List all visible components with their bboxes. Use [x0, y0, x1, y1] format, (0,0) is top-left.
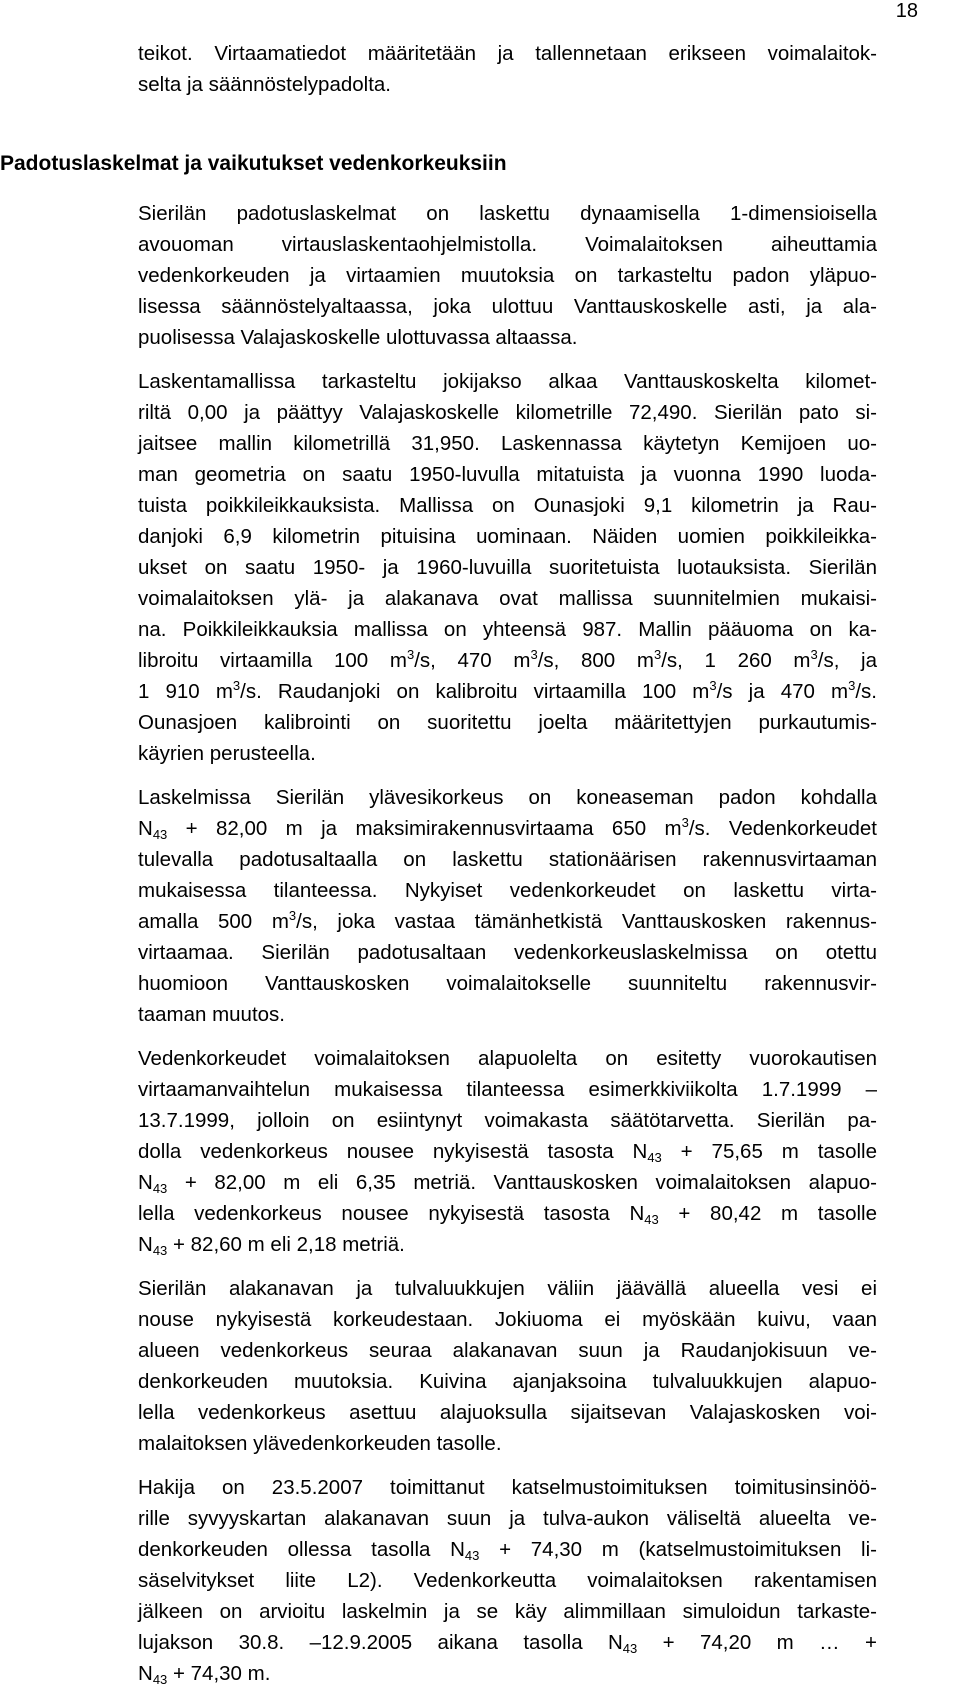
- text-run: man geometria on saatu 1950-luvulla mitatuista ja vuonna 1990 luoda-: [138, 463, 877, 486]
- text-line: [138, 1272, 877, 1306]
- text-line: [138, 1197, 877, 1231]
- text-run: lisessa säännöstelyaltaassa, joka ulottuu Vanttauskoskelle asti, ja ala-: [138, 295, 877, 318]
- text-line: [138, 936, 877, 970]
- text-run: na. Poikkileikkauksia mallissa on yhteensä 987. Mallin pääuoma on ka-: [138, 618, 877, 641]
- text-run: taaman muutos.: [138, 1003, 285, 1026]
- text-run: virtaamanvaihtelun mukaisessa tilanteessa esimerkkiviikolta 1.7.1999 –: [138, 1078, 877, 1101]
- text-line: [138, 1533, 877, 1567]
- superscript: 3: [530, 647, 538, 662]
- superscript: 3: [709, 678, 717, 693]
- text-line: [138, 812, 877, 846]
- text-run: ukset on saatu 1950- ja 1960-luvuilla suoritetuista luotauksista. Sierilän: [138, 556, 877, 579]
- text-line: [138, 197, 877, 231]
- superscript: 3: [232, 678, 241, 693]
- subscript: 43: [152, 827, 168, 842]
- text-run: Vedenkorkeudet voimalaitoksen alapuolelta on esitetty vuorokautisen: [138, 1047, 877, 1070]
- text-line: [138, 582, 877, 616]
- text-run: puolisessa Valajaskoskelle ulottuvassa altaassa.: [138, 326, 578, 349]
- text-line: [138, 1564, 877, 1598]
- text-run: säselvitykset liite L2). Vedenkorkeutta voimalaitoksen rakentamisen: [138, 1569, 877, 1592]
- text-run: denkorkeuden ollessa tasolla N: [138, 1538, 465, 1561]
- subscript: 43: [644, 1212, 659, 1227]
- text-run: käyrien perusteella.: [138, 742, 316, 765]
- text-run: riltä 0,00 ja päättyy Valajaskoskelle kilometrille 72,490. Sierilän pato si-: [138, 401, 877, 424]
- text-line: [138, 290, 877, 324]
- text-line: [138, 1135, 877, 1169]
- text-line: [138, 1166, 877, 1200]
- text-run: + 82,00 m eli 6,35 metriä. Vanttauskosken voimalaitoksen alapuo-: [167, 1171, 877, 1194]
- text-run: denkorkeuden muutoksia. Kuivina ajanjaksoina tulvaluukkujen alapuo-: [138, 1370, 877, 1393]
- text-run: lella vedenkorkeus asettuu alajuoksulla sijaitsevan Valajaskosken voi-: [138, 1401, 877, 1424]
- text-line: [138, 874, 877, 908]
- text-line: [138, 1365, 877, 1399]
- text-run: tuista poikkileikkauksista. Mallissa on Ounasjoki 9,1 kilometrin ja Rau-: [138, 494, 877, 517]
- text-run: N: [138, 817, 153, 840]
- text-line: [138, 1104, 877, 1138]
- text-line: [138, 427, 877, 461]
- text-line: [138, 489, 877, 523]
- text-line: [138, 706, 877, 740]
- page-number: 18: [895, 0, 918, 22]
- text-run: N: [138, 1662, 153, 1685]
- text-run: N: [138, 1171, 153, 1194]
- text-run: malaitoksen ylävedenkorkeuden tasolle.: [138, 1432, 502, 1455]
- text-line: [138, 396, 877, 430]
- text-line: [138, 1042, 877, 1076]
- text-run: jaitsee mallin kilometrillä 31,950. Laskennassa käytetyn Kemijoen uo-: [138, 432, 877, 455]
- text-line: [138, 1303, 877, 1337]
- text-run: + 82,00 m ja maksimirakennusvirtaama 650 m: [167, 817, 682, 840]
- text-line: [138, 321, 877, 355]
- text-run: lujakson 30.8. –12.9.2005 aikana tasolla N: [138, 1631, 623, 1654]
- text-run: Laskentamallissa tarkasteltu jokijakso alkaa Vanttauskoskelta kilomet-: [138, 370, 877, 393]
- text-run: + 74,30 m.: [167, 1662, 271, 1685]
- section-heading: Padotuslaskelmat ja vaikutukset vedenkorkeuksiin: [0, 152, 507, 175]
- text-run: alueen vedenkorkeus seuraa alakanavan suun ja Raudanjokisuun ve-: [138, 1339, 877, 1362]
- subscript: 43: [152, 1181, 168, 1196]
- text-line: [138, 1396, 877, 1430]
- text-run: libroitu virtaamilla 100 m: [138, 649, 407, 672]
- text-run: + 74,20 m … +: [637, 1631, 877, 1654]
- text-run: /s. Vedenkorkeudet: [688, 817, 877, 840]
- text-line: [138, 905, 877, 939]
- text-line: [138, 1657, 877, 1691]
- text-run: rille syvyyskartan alakanavan suun ja tulva-aukon väliseltä alueelta ve-: [138, 1507, 877, 1530]
- text-line: [138, 551, 877, 585]
- text-line: [138, 1427, 877, 1461]
- superscript: 3: [406, 647, 415, 662]
- subscript: 43: [647, 1150, 662, 1165]
- text-run: tulevalla padotusaltaalla on laskettu stationäärisen rakennusvirtaaman: [138, 848, 877, 871]
- subscript: 43: [464, 1548, 480, 1563]
- text-run: /s, joka vastaa tämänhetkistä Vanttauskosken rakennus-: [296, 910, 877, 933]
- text-run: Sierilän alakanavan ja tulvaluukkujen väliin jäävällä alueella vesi ei: [138, 1277, 877, 1300]
- text-run: danjoki 6,9 kilometrin pituisina uominaan. Näiden uomien poikkileikka-: [138, 525, 877, 548]
- text-run: /s ja 470 m: [716, 680, 849, 703]
- text-run: Laskelmissa Sierilän ylävesikorkeus on koneaseman padon kohdalla: [138, 786, 877, 809]
- text-line: [138, 1626, 877, 1660]
- text-run: + 82,60 m eli 2,18 metriä.: [167, 1233, 405, 1256]
- text-run: teikot. Virtaamatiedot määritetään ja tallennetaan erikseen voimalaitok-: [138, 42, 877, 65]
- superscript: 3: [681, 815, 689, 830]
- subscript: 43: [152, 1243, 168, 1258]
- text-line: [138, 613, 877, 647]
- text-run: N: [138, 1233, 153, 1256]
- text-run: Ounasjoen kalibrointi on suoritettu joelta määritettyjen purkautumis-: [138, 711, 877, 734]
- text-run: /s, 800 m: [537, 649, 654, 672]
- text-run: mukaisessa tilanteessa. Nykyiset vedenkorkeudet on laskettu virta-: [138, 879, 877, 902]
- superscript: 3: [810, 647, 818, 662]
- text-run: jälkeen on arvioitu laskelmin ja se käy alimmillaan simuloidun tarkaste-: [138, 1600, 877, 1623]
- text-line: [138, 967, 877, 1001]
- text-run: huomioon Vanttauskosken voimalaitokselle suunniteltu rakennusvir-: [138, 972, 877, 995]
- text-run: /s.: [855, 680, 877, 703]
- text-run: voimalaitoksen ylä- ja alakanava ovat mallissa suunnitelmien mukaisi-: [138, 587, 877, 610]
- superscript: 3: [848, 678, 856, 693]
- text-run: /s, 1 260 m: [661, 649, 811, 672]
- text-line: [138, 843, 877, 877]
- text-line: [138, 1334, 877, 1368]
- text-run: virtaamaa. Sierilän padotusaltaan vedenkorkeuslaskelmissa on otettu: [138, 941, 877, 964]
- text-line: [138, 228, 877, 262]
- superscript: 3: [288, 908, 297, 923]
- text-run: selta ja säännöstelypadolta.: [138, 73, 392, 96]
- text-line: [138, 1228, 877, 1262]
- text-line: [138, 781, 877, 815]
- text-line: [138, 998, 877, 1032]
- text-line: [138, 68, 877, 102]
- text-run: 13.7.1999, jolloin on esiintynyt voimakasta säätötarvetta. Sierilän pa-: [138, 1109, 877, 1132]
- text-line: [138, 1595, 877, 1629]
- text-run: + 80,42 m tasolle: [658, 1202, 878, 1225]
- text-line: [138, 520, 877, 554]
- text-run: avouoman virtauslaskentaohjelmistolla. Voimalaitoksen aiheuttamia: [138, 233, 877, 256]
- text-line: [138, 675, 877, 709]
- text-run: /s, 470 m: [414, 649, 531, 672]
- text-line: [138, 1073, 877, 1107]
- subscript: 43: [622, 1641, 638, 1656]
- text-run: amalla 500 m: [138, 910, 289, 933]
- text-run: dolla vedenkorkeus nousee nykyisestä tasosta N: [138, 1140, 648, 1163]
- text-run: Sierilän padotuslaskelmat on laskettu dynaamisella 1-dimensioisella: [138, 202, 877, 225]
- text-run: + 75,65 m tasolle: [661, 1140, 877, 1163]
- text-run: lella vedenkorkeus nousee nykyisestä tasosta N: [138, 1202, 645, 1225]
- text-line: [138, 1471, 877, 1505]
- text-run: /s. Raudanjoki on kalibroitu virtaamilla 100 m: [240, 680, 710, 703]
- text-line: [138, 259, 877, 293]
- text-line: [138, 644, 877, 678]
- text-run: 1 910 m: [138, 680, 233, 703]
- text-line: [138, 737, 877, 771]
- text-run: Hakija on 23.5.2007 toimittanut katselmustoimituksen toimitusinsinöö-: [138, 1476, 877, 1499]
- subscript: 43: [152, 1672, 168, 1687]
- text-line: [138, 365, 877, 399]
- text-run: nouse nykyisestä korkeudestaan. Jokiuoma ei myöskään kuivu, vaan: [138, 1308, 877, 1331]
- text-run: + 74,30 m (katselmustoimituksen li-: [479, 1538, 877, 1561]
- text-line: [138, 37, 877, 71]
- text-run: /s, ja: [817, 649, 878, 672]
- text-line: [138, 458, 877, 492]
- superscript: 3: [653, 647, 662, 662]
- text-run: vedenkorkeuden ja virtaamien muutoksia on tarkasteltu padon yläpuo-: [138, 264, 877, 287]
- text-line: [138, 1502, 877, 1536]
